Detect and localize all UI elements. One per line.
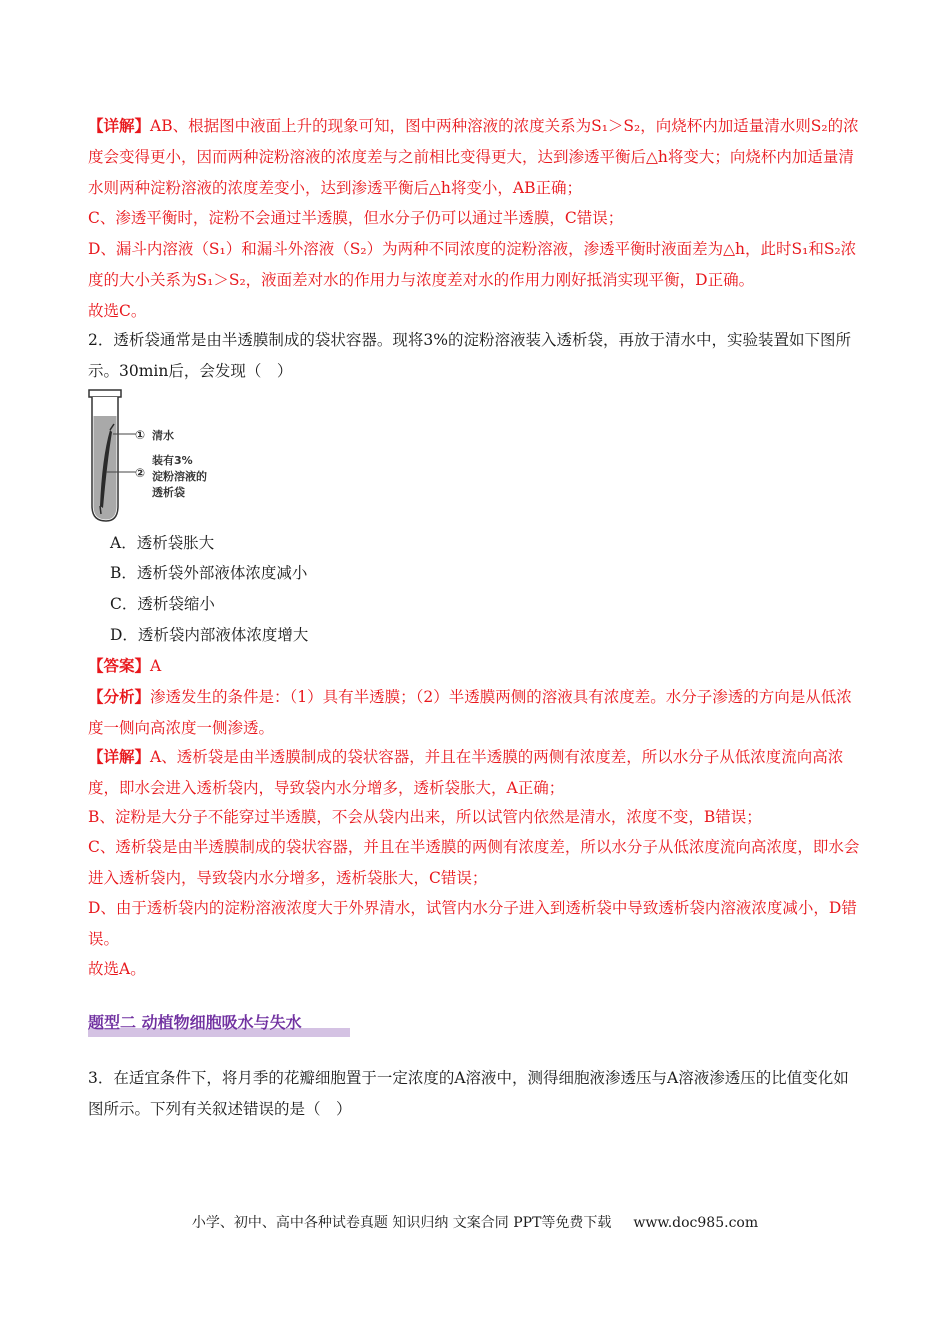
section1-conclusion: 故选C。	[88, 302, 147, 320]
analysis-tag: 【分析】	[88, 687, 151, 706]
label2-line1: 装有3%	[152, 454, 193, 467]
question2-stem: 2．透析袋通常是由半透膜制成的袋状容器。现将3%的淀粉溶液装入透析袋，再放于清水中，实验装置如下图所示。30min后，会发现（ ）	[88, 331, 851, 380]
section1-detail	[88, 110, 863, 204]
label1-text: 清水	[152, 429, 174, 442]
test-tube-diagram	[80, 388, 230, 528]
detail-text: AB、根据图中液面上升的现象可知，图中两种溶液的浓度关系为S₁＞S₂，向烧杯内加适量清水则S₂的浓度会变得更小，因而两种淀粉溶液的浓度差与之前相比变得更大，达到渗透平衡后△h将变大；向烧杯内加适量清水则两种淀粉溶液的浓度差变小，达到渗透平衡后△h将变小，AB正确；	[88, 117, 859, 197]
test-tube-figure	[80, 388, 230, 528]
analysis-line	[88, 681, 863, 744]
option-c: C．透析袋缩小	[110, 595, 215, 613]
analysis-text: 渗透发生的条件是：（1）具有半透膜；（2）半透膜两侧的溶液具有浓度差。水分子渗透的方向是从低浓度一侧向高浓度一侧渗透。	[88, 688, 852, 737]
page-footer	[0, 1212, 950, 1232]
section1-line-d: D、漏斗内溶液（S₁）和漏斗外溶液（S₂）为两种不同浓度的淀粉溶液，渗透平衡时液面差为△h，此时S₁和S₂浓度的大小关系为S₁＞S₂，液面差对水的作用力与浓度差对水的作用力刚好抵消实现平衡，D正确。	[88, 240, 857, 289]
label2-num: ②	[135, 466, 146, 480]
section1-line-c: C、渗透平衡时，淀粉不会通过半透膜，但水分子仍可以通过半透膜，C错误；	[88, 209, 624, 227]
question2-conclusion: 故选A。	[88, 960, 146, 978]
bag-tail	[100, 506, 101, 514]
question3-stem: 3．在适宜条件下，将月季的花瓣细胞置于一定浓度的A溶液中，测得细胞液渗透压与A溶液渗透压的比值变化如图所示。下列有关叙述错误的是（ ）	[88, 1069, 849, 1118]
label2-line3: 透析袋	[152, 486, 185, 499]
label1-num: ①	[135, 428, 146, 442]
label2-line2: 淀粉溶液的	[152, 470, 207, 483]
detail-line-a	[88, 741, 863, 804]
footer-url[interactable]: www.doc985.com	[633, 1215, 759, 1231]
section-heading	[88, 1008, 863, 1038]
detail-tag: 【详解】	[88, 116, 151, 135]
detail-line-c: C、透析袋是由半透膜制成的袋状容器，并且在半透膜的两侧有浓度差，所以水分子从低浓度流向高浓度，即水会进入透析袋内，导致袋内水分增多，透析袋胀大，C错误；	[88, 838, 860, 887]
detail-line-b: B、淀粉是大分子不能穿过半透膜，不会从袋内出来，所以试管内依然是清水，浓度不变，B错误；	[88, 808, 762, 826]
answer-value: A	[150, 657, 162, 675]
answer-line	[88, 650, 863, 682]
detail-tag-2: 【详解】	[88, 747, 151, 766]
footer-text: 小学、初中、高中各种试卷真题 知识归纳 文案合同 PPT等免费下载	[191, 1215, 612, 1231]
option-b: B．透析袋外部液体浓度减小	[110, 564, 308, 582]
option-a: A．透析袋胀大	[110, 534, 215, 552]
detail-line-d: D、由于透析袋内的淀粉溶液浓度大于外界清水，试管内水分子进入到透析袋中导致透析袋内溶液浓度减小，D错误。	[88, 899, 857, 948]
heading-text: 题型二 动植物细胞吸水与失水	[88, 1013, 302, 1032]
answer-tag: 【答案】	[88, 656, 151, 675]
detail-a-text: A、透析袋是由半透膜制成的袋状容器，并且在半透膜的两侧有浓度差，所以水分子从低浓度流向高浓度，即水会进入透析袋内，导致袋内水分增多，透析袋胀大，A正确；	[88, 748, 844, 797]
tube-rim	[89, 390, 121, 397]
option-d: D．透析袋内部液体浓度增大	[110, 626, 309, 644]
